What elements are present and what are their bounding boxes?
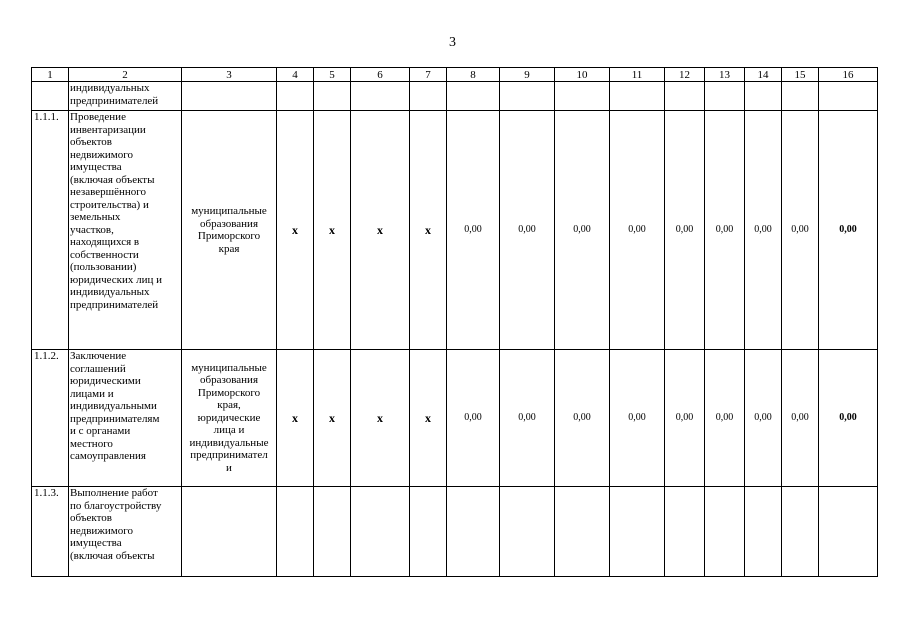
value-cell-col-7: x <box>410 111 447 350</box>
column-number-8: 8 <box>447 68 500 82</box>
value-cell-col-11: 0,00 <box>610 350 665 487</box>
value-cell-col-9 <box>500 82 555 111</box>
description-line: (включая объекты <box>70 549 155 562</box>
value-cell-col-15: 0,00 <box>782 350 819 487</box>
column-number-11: 11 <box>610 68 665 82</box>
value-cell-col-4 <box>277 487 314 577</box>
value-cell-col-11: 0,00 <box>610 111 665 350</box>
description-line: юридических лиц и <box>70 273 163 286</box>
description-line: находящихся в <box>70 236 140 248</box>
description-line: индивидуальных <box>70 286 150 298</box>
activity-description <box>69 111 182 350</box>
column-number-10: 10 <box>555 68 610 82</box>
description-line: Заключение <box>70 350 127 362</box>
value-cell-col-12 <box>665 82 705 111</box>
description-line: недвижимого <box>70 524 133 537</box>
activity-number: 1.1.3. <box>32 487 69 577</box>
table-row <box>32 111 878 350</box>
description-line: строительства) и <box>70 198 149 211</box>
value-cell-col-9 <box>500 487 555 577</box>
activity-executor <box>182 82 277 111</box>
value-cell-col-16: 0,00 <box>819 111 878 350</box>
column-number-13: 13 <box>705 68 745 82</box>
value-cell-col-15: 0,00 <box>782 111 819 350</box>
description-line: самоуправления <box>70 450 146 462</box>
value-cell-col-16 <box>819 82 878 111</box>
column-number-15: 15 <box>782 68 819 82</box>
description-line: и с органами <box>70 425 131 437</box>
description-line: собственности <box>70 248 139 261</box>
column-number-6: 6 <box>351 68 410 82</box>
description-line: Выполнение работ <box>70 487 158 499</box>
executor-line: образования <box>199 374 259 387</box>
activity-number <box>32 82 69 111</box>
value-cell-col-13 <box>705 487 745 577</box>
description-line: соглашений <box>70 362 126 375</box>
executor-line: лица и <box>213 424 245 437</box>
activity-description <box>69 82 182 111</box>
activity-executor <box>182 350 277 487</box>
value-cell-col-12: 0,00 <box>665 350 705 487</box>
description-line: предпринимателям <box>70 412 160 425</box>
value-cell-col-6 <box>351 487 410 577</box>
value-cell-col-7: x <box>410 350 447 487</box>
description-line: имущества <box>70 161 122 173</box>
description-line: объектов <box>70 136 112 148</box>
activity-executor <box>182 487 277 577</box>
description-line: участков, <box>70 223 114 236</box>
value-cell-col-4: x <box>277 111 314 350</box>
description-line: (пользовании) <box>70 261 137 273</box>
value-cell-col-8 <box>447 82 500 111</box>
activity-number: 1.1.1. <box>32 111 69 350</box>
activity-description <box>69 350 182 487</box>
page-number: 3 <box>449 35 456 50</box>
value-cell-col-6 <box>351 82 410 111</box>
column-number-7: 7 <box>410 68 447 82</box>
column-number-5: 5 <box>314 68 351 82</box>
description-line: лицами и <box>70 387 114 400</box>
description-line: объектов <box>70 512 112 524</box>
executor-line: края, <box>217 399 241 412</box>
value-cell-col-10 <box>555 487 610 577</box>
value-cell-col-8: 0,00 <box>447 350 500 487</box>
description-line: юридическими <box>70 375 141 387</box>
description-line: индивидуальными <box>70 400 157 412</box>
column-number-16: 16 <box>819 68 878 82</box>
executor-line: индивидуальные <box>189 436 269 449</box>
executor-line: предпринимател <box>190 449 268 462</box>
value-cell-col-13: 0,00 <box>705 111 745 350</box>
value-cell-col-6: x <box>351 111 410 350</box>
value-cell-col-4: x <box>277 350 314 487</box>
value-cell-col-15 <box>782 487 819 577</box>
activity-executor <box>182 111 277 350</box>
value-cell-col-14 <box>745 487 782 577</box>
value-cell-col-12: 0,00 <box>665 111 705 350</box>
program-activities-table <box>31 67 878 577</box>
activity-number: 1.1.2. <box>32 350 69 487</box>
value-cell-col-8 <box>447 487 500 577</box>
description-line: предпринимателей <box>70 298 159 311</box>
executor-line: и <box>226 461 232 474</box>
description-line: индивидуальных <box>70 82 150 94</box>
value-cell-col-10: 0,00 <box>555 111 610 350</box>
value-cell-col-14 <box>745 82 782 111</box>
description-line: местного <box>70 437 113 450</box>
description-line: инвентаризации <box>70 123 146 136</box>
column-number-4: 4 <box>277 68 314 82</box>
value-cell-col-5 <box>314 487 351 577</box>
description-line: (включая объекты <box>70 173 155 186</box>
column-number-row <box>32 68 878 82</box>
value-cell-col-9: 0,00 <box>500 350 555 487</box>
table-row <box>32 350 878 487</box>
value-cell-col-15 <box>782 82 819 111</box>
value-cell-col-7 <box>410 82 447 111</box>
column-number-1: 1 <box>32 68 69 82</box>
value-cell-col-5: x <box>314 111 351 350</box>
value-cell-col-10 <box>555 82 610 111</box>
value-cell-col-11 <box>610 82 665 111</box>
description-line: Проведение <box>70 111 126 123</box>
value-cell-col-13: 0,00 <box>705 350 745 487</box>
value-cell-col-13 <box>705 82 745 111</box>
column-number-14: 14 <box>745 68 782 82</box>
executor-line: муниципальные <box>191 361 267 374</box>
value-cell-col-7 <box>410 487 447 577</box>
description-line: имущества <box>70 537 122 549</box>
table-row <box>32 487 878 577</box>
description-line: земельных <box>70 211 121 223</box>
executor-line: Приморского <box>197 230 261 242</box>
value-cell-col-16: 0,00 <box>819 350 878 487</box>
value-cell-col-14: 0,00 <box>745 350 782 487</box>
executor-line: образования <box>199 217 259 230</box>
value-cell-col-8: 0,00 <box>447 111 500 350</box>
description-line: по благоустройству <box>70 499 162 512</box>
executor-line: муниципальные <box>191 205 267 217</box>
column-number-9: 9 <box>500 68 555 82</box>
value-cell-col-14: 0,00 <box>745 111 782 350</box>
executor-line: юридические <box>197 411 261 424</box>
executor-line: Приморского <box>197 386 261 399</box>
value-cell-col-4 <box>277 82 314 111</box>
value-cell-col-10: 0,00 <box>555 350 610 487</box>
value-cell-col-6: x <box>351 350 410 487</box>
column-number-2: 2 <box>69 68 182 82</box>
column-number-12: 12 <box>665 68 705 82</box>
description-line: недвижимого <box>70 148 133 161</box>
activity-description <box>69 487 182 577</box>
value-cell-col-5 <box>314 82 351 111</box>
executor-line: края <box>218 242 240 255</box>
description-line: предпринимателей <box>70 94 159 107</box>
value-cell-col-11 <box>610 487 665 577</box>
value-cell-col-16 <box>819 487 878 577</box>
description-line: незавершённого <box>70 186 147 198</box>
value-cell-col-9: 0,00 <box>500 111 555 350</box>
column-number-3: 3 <box>182 68 277 82</box>
value-cell-col-12 <box>665 487 705 577</box>
table-row <box>32 82 878 111</box>
value-cell-col-5: x <box>314 350 351 487</box>
